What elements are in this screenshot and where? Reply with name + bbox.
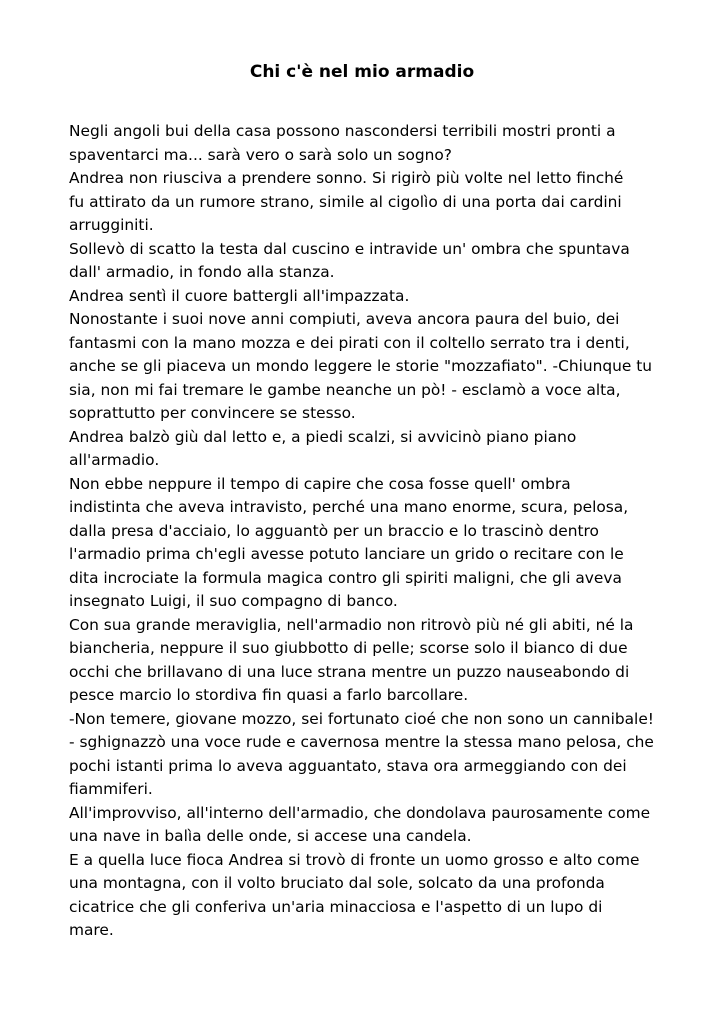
text-line-1: Negli angoli bui della casa possono nascondersi terribili mostri pronti a (69, 122, 616, 140)
text-line-35: mare. (69, 921, 114, 939)
document-title: Chi c'è nel mio armadio (249, 62, 475, 82)
text-line-27: - sghignazzò una voce rude e cavernosa mentre la stessa mano pelosa, che (69, 733, 654, 751)
text-line-4: fu attirato da un rumore strano, simile al cigolìo di una porta dai cardini (69, 192, 622, 211)
text-line-15: all'armadio. (69, 451, 160, 469)
text-line-17: indistinta che aveva intravisto, perché una mano enorme, scura, pelosa, (69, 498, 629, 516)
text-line-19: l'armadio prima ch'egli avesse potuto lanciare un grido o recitare con le (69, 545, 624, 563)
text-line-30: All'improvviso, all'interno dell'armadio, che dondolava paurosamente come (69, 803, 651, 822)
text-line-16: Non ebbe neppure il tempo di capire che cosa fosse quell' ombra (69, 474, 571, 493)
text-line-13: soprattutto per convincere se stesso. (69, 404, 356, 422)
text-line-18: dalla presa d'acciaio, lo agguantò per un braccio e lo trascinò dentro (69, 521, 599, 540)
text-line-6: Sollevò di scatto la testa dal cuscino e intravide un' ombra che spuntava (69, 239, 630, 258)
text-line-33: una montagna, con il volto bruciato dal sole, solcato da una profonda (69, 874, 605, 892)
text-line-26: -Non temere, giovane mozzo, sei fortunato cioé che non sono un cannibale! (69, 709, 654, 728)
text-line-28: pochi istanti prima lo aveva agguantato, stava ora armeggiando con dei (69, 756, 627, 775)
text-line-3: Andrea non riusciva a prendere sonno. Si rigirò più volte nel letto finché (69, 169, 624, 187)
text-line-32: E a quella luce fioca Andrea si trovò di fronte un uomo grosso e alto come (69, 850, 640, 869)
text-line-21: insegnato Luigi, il suo compagno di banco. (69, 592, 398, 610)
text-line-31: una nave in balìa delle onde, si accese una candela. (69, 827, 472, 845)
text-line-20: dita incrociate la formula magica contro gli spiriti maligni, che gli aveva (69, 568, 622, 587)
story-body (69, 120, 669, 943)
text-line-10: fantasmi con la mano mozza e dei pirati con il coltello serrato tra i denti, (69, 333, 630, 352)
text-line-14: Andrea balzò giù dal letto e, a piedi scalzi, si avvicinò piano piano (69, 427, 577, 446)
text-line-24: occhi che brillavano di una luce strana mentre un puzzo nauseabondo di (69, 662, 630, 681)
text-line-34: cicatrice che gli conferiva un'aria minacciosa e l'aspetto di un lupo di (69, 897, 603, 916)
text-line-5: arrugginiti. (69, 216, 154, 234)
text-line-11: anche se gli piaceva un mondo leggere le storie "mozzafiato". -Chiunque tu (69, 357, 653, 375)
text-line-25: pesce marcio lo stordiva fin quasi a farlo barcollare. (69, 686, 469, 704)
text-line-12: sia, non mi fai tremare le gambe neanche un pò! - esclamò a voce alta, (69, 380, 621, 399)
text-line-23: biancheria, neppure il suo giubbotto di pelle; scorse solo il bianco di due (69, 639, 628, 657)
text-line-7: dall' armadio, in fondo alla stanza. (69, 263, 335, 281)
text-line-2: spaventarci ma... sarà vero o sarà solo un sogno? (69, 145, 452, 164)
text-line-22: Con sua grande meraviglia, nell'armadio non ritrovò più né gli abiti, né la (69, 615, 634, 634)
text-line-29: fiammiferi. (69, 780, 153, 798)
text-line-8: Andrea sentì il cuore battergli all'impazzata. (69, 286, 410, 305)
text-line-9: Nonostante i suoi nove anni compiuti, aveva ancora paura del buio, dei (69, 310, 620, 328)
